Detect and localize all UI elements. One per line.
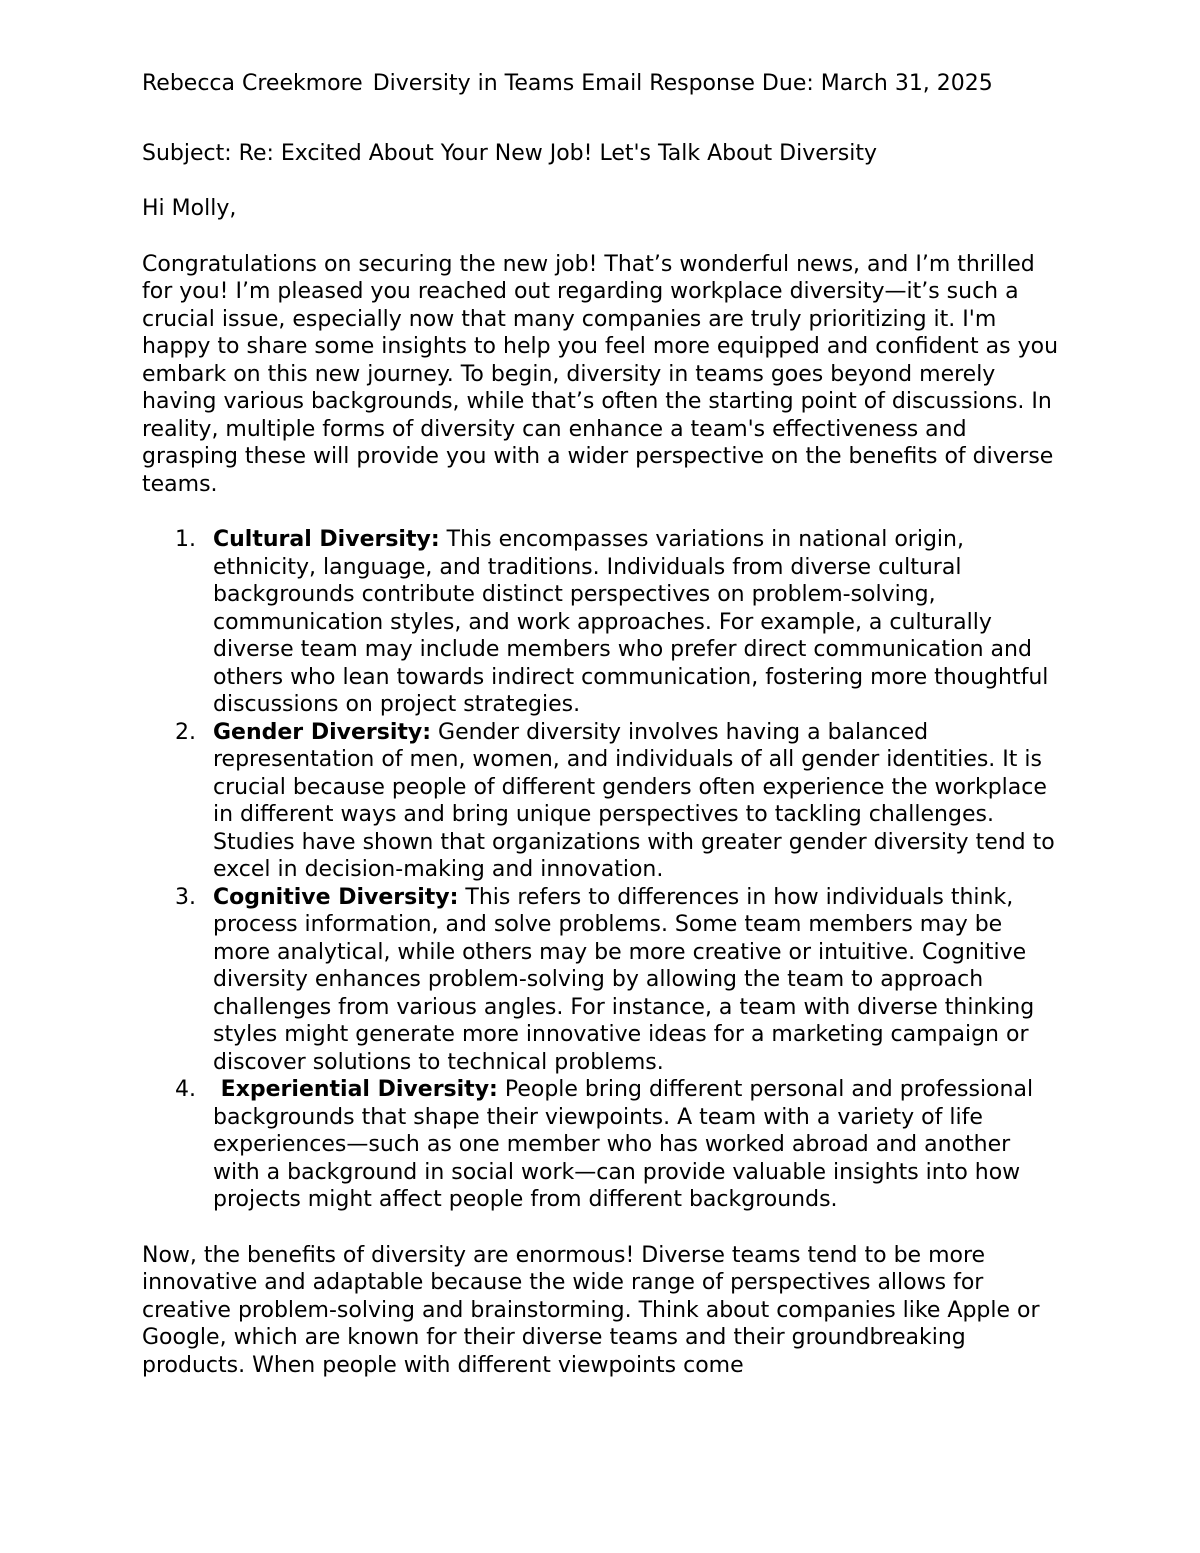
list-item-title: Cognitive Diversity: bbox=[213, 884, 459, 910]
list-item bbox=[142, 526, 1062, 719]
list-item-text: People bring different personal and professional backgrounds that shape their viewpoints. A team with a variety of life experiences—such as one member who has worked abroad and another with a background in social work—can provide valuable insights into how projects might affect people from different backgrounds. bbox=[213, 1077, 1034, 1212]
intro-paragraph: Congratulations on securing the new job! That’s wonderful news, and I’m thrilled for you! I’m pleased you reached out regarding workplace diversity—it’s such a crucial issue, especially now that many companies are truly prioritizing it. I'm happy to share some insights to help you feel more equipped and confident as you embark on this new journey. To begin, diversity in teams goes beyond merely having various backgrounds, while that’s often the starting point of discussions. In reality, multiple forms of diversity can enhance a team's effectiveness and grasping these will provide you with a wider perspective on the benefits of diverse teams. bbox=[142, 251, 1059, 497]
list-item-title: Cultural Diversity: bbox=[213, 527, 440, 552]
email-greeting: Hi Molly, bbox=[142, 196, 237, 221]
document-page bbox=[142, 70, 1062, 1379]
email-subject: Subject: Re: Excited About Your New Job! Let's Talk About Diversity bbox=[142, 140, 878, 166]
list-item-number: 2. bbox=[175, 719, 196, 745]
list-item-number: 1. bbox=[175, 527, 196, 552]
assignment-title: Diversity in Teams Email Response Due: March 31, 2025 bbox=[372, 71, 993, 96]
list-item-text: Gender diversity involves having a balanced representation of men, women, and individuals of all gender identities. It is crucial because people of different genders often experience the workplace in different ways and bring unique perspectives to tackling challenges. Studies have shown that organizations with greater gender diversity tend to excel in decision-making and innovation. bbox=[213, 719, 1055, 882]
list-item-text: This encompasses variations in national origin, ethnicity, language, and traditions. Individuals from diverse cultural backgrounds contribute distinct perspectives on problem-solving, communication styles, and work approaches. For example, a culturally diverse team may include members who prefer direct communication and others who lean towards indirect communication, fostering more thoughtful discussions on project strategies. bbox=[213, 527, 1049, 717]
list-item-title: Experiential Diversity: bbox=[213, 1077, 498, 1102]
benefits-paragraph: Now, the benefits of diversity are enormous! Diverse teams tend to be more innovative and adaptable because the wide range of perspectives allows for creative problem-solving and brainstorming. Think about companies like Apple or Google, which are known for their diverse teams and their groundbreaking products. When people with different viewpoints come bbox=[142, 1242, 1040, 1378]
author-name: Rebecca Creekmore bbox=[142, 71, 363, 96]
list-item-number: 4. bbox=[175, 1077, 196, 1102]
document-header bbox=[142, 70, 1062, 98]
list-item-title: Gender Diversity: bbox=[213, 719, 432, 745]
list-item bbox=[142, 1076, 1062, 1214]
diversity-types-list bbox=[142, 526, 1062, 1214]
list-item-number: 3. bbox=[175, 884, 196, 910]
list-item bbox=[142, 719, 1062, 884]
list-item bbox=[142, 884, 1062, 1077]
list-item-text: This refers to differences in how individuals think, process information, and solve problems. Some team members may be more analytical, while others may be more creative or intuitive. Cognitive diversity enhances problem-solving by allowing the team to approach challenges from various angles. For instance, a team with diverse thinking styles might generate more innovative ideas for a marketing campaign or discover solutions to technical problems. bbox=[213, 884, 1035, 1075]
